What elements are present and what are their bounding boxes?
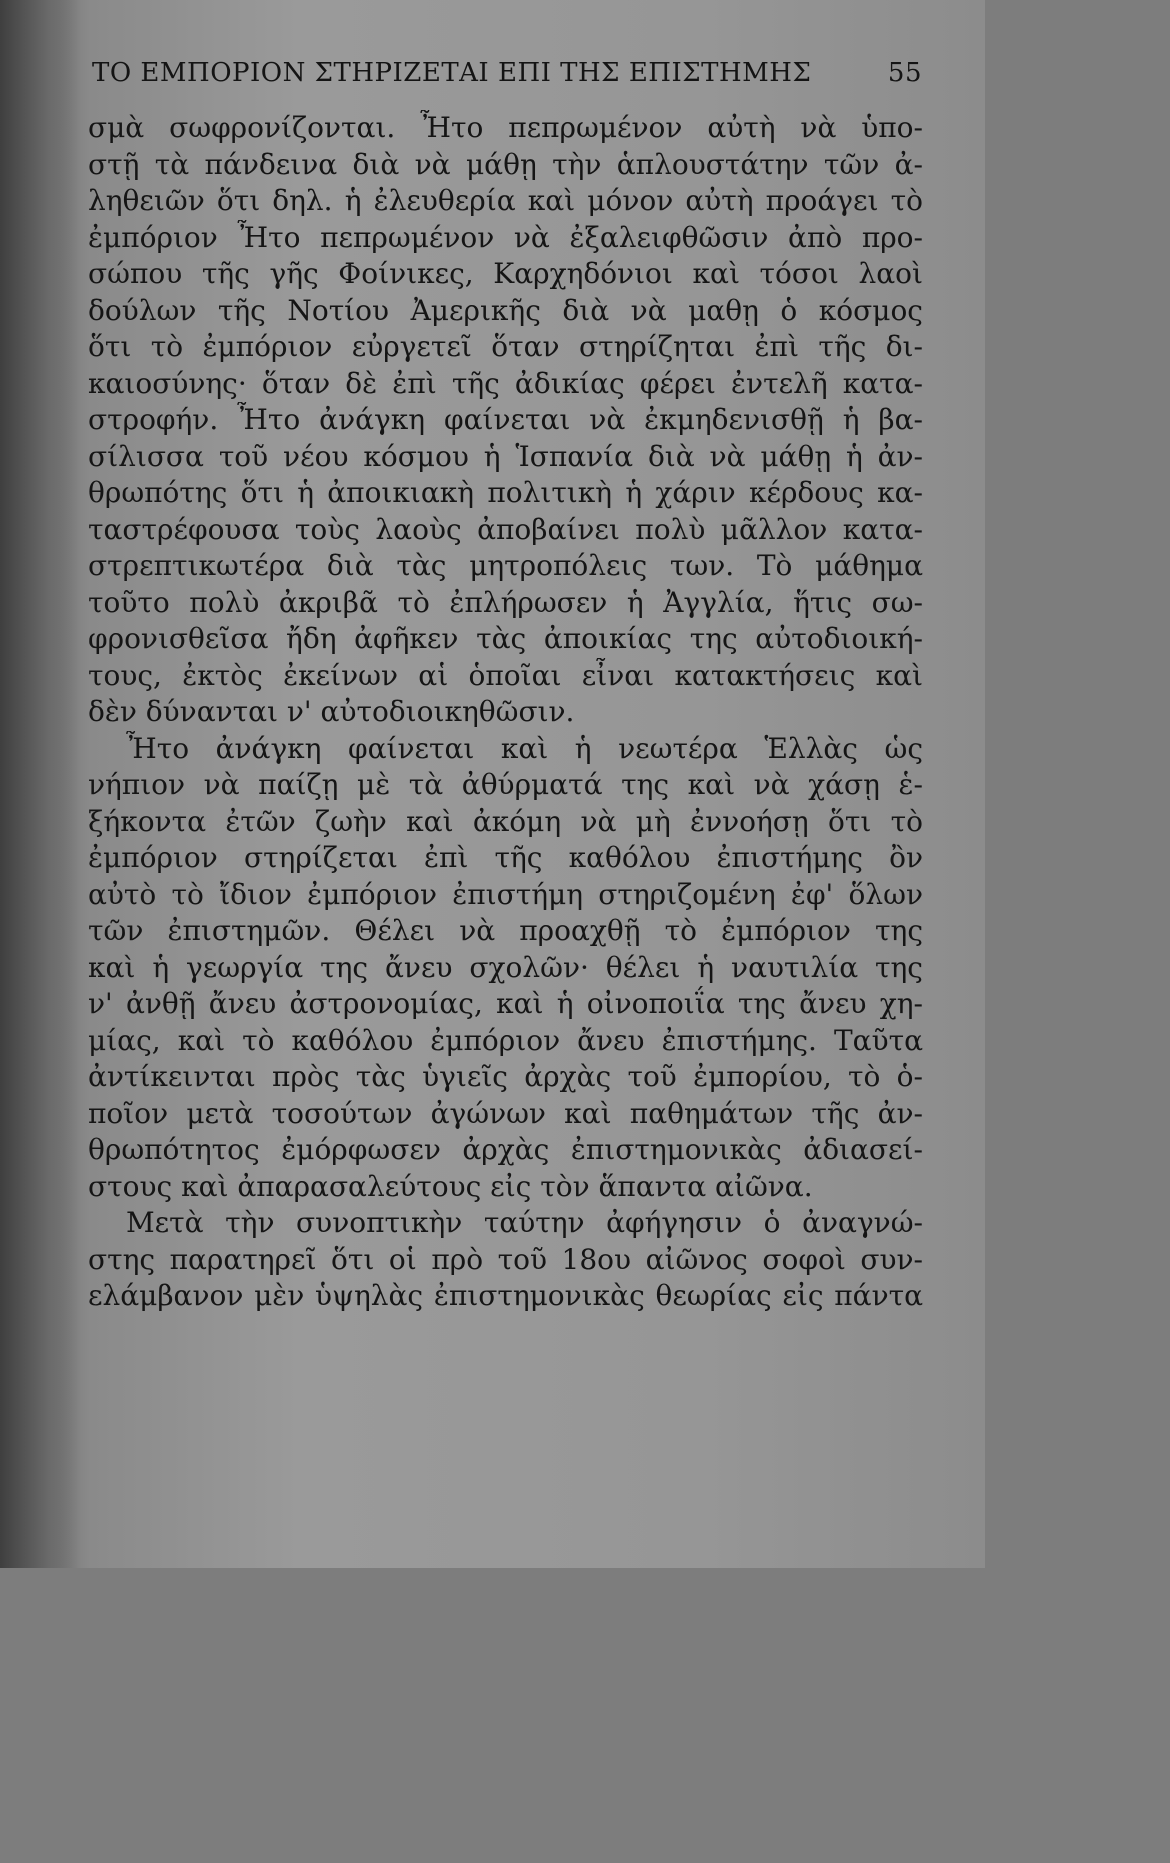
text-line: μίας, καὶ τὸ καθόλου ἐμπόριον ἄνευ ἐπιστήμης. Ταῦτα <box>88 1023 923 1057</box>
text-line: καιοσύνης· ὅταν δὲ ἐπὶ τῆς ἀδικίας φέρει ἐντελῆ κατα- <box>88 366 923 400</box>
text-line: ἐμπόριον Ἦτο πεπρωμένον νὰ ἐξαλειφθῶσιν ἀπὸ προ- <box>88 220 923 254</box>
text-line: ν' ἀνθῇ ἄνευ ἀστρονομίας, καὶ ἡ οἰνοποιΐα της ἄνευ χη- <box>88 987 923 1020</box>
text-line: φρονισθεῖσα ἤδη ἀφῆκεν τὰς ἀποικίας της αὐτοδιοική- <box>88 622 923 655</box>
text-line: στῇ τὰ πάνδεινα διὰ νὰ μάθῃ τὴν ἁπλουστάτην τῶν ἀ- <box>88 147 923 181</box>
text-line: τοῦτο πολὺ ἀκριβᾶ τὸ ἐπλήρωσεν ἡ Ἀγγλία, ἥτις σω- <box>88 585 923 619</box>
paragraph-start-line: Ἦτο ἀνάγκη φαίνεται καὶ ἡ νεωτέρα Ἑλλὰς ὡς <box>126 731 923 765</box>
text-line: ὅτι τὸ ἐμπόριον εὐργετεῖ ὅταν στηρίζηται ἐπὶ τῆς δι- <box>88 330 923 363</box>
text-line: ξήκοντα ἐτῶν ζωὴν καὶ ἀκόμη νὰ μὴ ἐννοήσῃ ὅτι τὸ <box>88 804 923 838</box>
text-line: θρωπότητος ἐμόρφωσεν ἀρχὰς ἐπιστημονικὰς ἀδιασεί- <box>88 1133 923 1166</box>
text-line: σίλισσα τοῦ νέου κόσμου ἡ Ἱσπανία διὰ νὰ μάθῃ ἡ ἀν- <box>88 439 923 473</box>
text-line: στης παρατηρεῖ ὅτι οἱ πρὸ τοῦ 18ου αἰῶνος σοφοὶ συν- <box>88 1242 923 1276</box>
text-line: αὐτὸ τὸ ἴδιον ἐμπόριον ἐπιστήμη στηριζομένη ἐφ' ὅλων <box>88 877 923 911</box>
page-number: 55 <box>887 58 922 88</box>
text-line: σμὰ σωφρονίζονται. Ἦτο πεπρωμένον αὐτὴ νὰ ὑπο- <box>88 111 923 144</box>
text-line: ληθειῶν ὅτι δηλ. ἡ ἐλευθερία καὶ μόνον αὐτὴ προάγει τὸ <box>88 184 923 217</box>
text-line: ταστρέφουσα τοὺς λαοὺς ἀποβαίνει πολὺ μᾶλλον κατα- <box>88 512 923 546</box>
text-line: δούλων τῆς Νοτίου Ἀμερικῆς διὰ νὰ μαθῃ ὁ κόσμος <box>88 293 923 327</box>
running-head-title: ΤΟ ΕΜΠΟΡΙΟΝ ΣΤΗΡΙΖΕΤΑΙ ΕΠΙ ΤΗΣ ΕΠΙΣΤΗΜΗΣ <box>92 58 812 88</box>
body-text <box>88 110 923 1315</box>
text-line: ελάμβανον μὲν ὑψηλὰς ἐπιστημονικὰς θεωρίας εἰς πάντα <box>88 1279 923 1312</box>
text-line: σώπου τῆς γῆς Φοίνικες, Καρχηδόνιοι καὶ τόσοι λαοὶ <box>88 257 923 290</box>
text-line: τῶν ἐπιστημῶν. Θέλει νὰ προαχθῇ τὸ ἐμπόριον της <box>88 914 923 947</box>
text-line: στροφήν. Ἦτο ἀνάγκη φαίνεται νὰ ἐκμηδενισθῇ ἡ βα- <box>88 403 923 436</box>
text-line: νήπιον νὰ παίζῃ μὲ τὰ ἀθύρματά της καὶ νὰ χάσῃ ἑ- <box>88 768 923 801</box>
text-line: ἐμπόριον στηρίζεται ἐπὶ τῆς καθόλου ἐπιστήμης ὂν <box>88 841 923 874</box>
text-line: θρωπότης ὅτι ἡ ἀποικιακὴ πολιτικὴ ἡ χάριν κέρδους κα- <box>88 476 923 509</box>
running-head <box>92 58 922 94</box>
text-line: καὶ ἡ γεωργία της ἄνευ σχολῶν· θέλει ἡ ναυτιλία της <box>88 950 923 984</box>
paragraph-start-line: Μετὰ τὴν συνοπτικὴν ταύτην ἀφήγησιν ὁ ἀναγνώ- <box>126 1206 923 1239</box>
text-line: ἀντίκεινται πρὸς τὰς ὑγιεῖς ἀρχὰς τοῦ ἐμπορίου, τὸ ὁ- <box>88 1060 923 1093</box>
text-line: ποῖον μετὰ τοσούτων ἀγώνων καὶ παθημάτων τῆς ἀν- <box>88 1096 923 1130</box>
paragraph-end-line: στους καὶ ἀπαρασαλεύτους εἰς τὸν ἅπαντα αἰῶνα. <box>88 1169 813 1203</box>
binding-shadow <box>0 0 80 1568</box>
text-line: τους, ἐκτὸς ἐκείνων αἱ ὁποῖαι εἶναι κατακτήσεις καὶ <box>88 658 923 692</box>
text-line: στρεπτικωτέρα διὰ τὰς μητροπόλεις των. Τὸ μάθημα <box>88 549 923 582</box>
paragraph-end-line: δὲν δύνανται ν' αὐτοδιοικηθῶσιν. <box>88 695 575 728</box>
